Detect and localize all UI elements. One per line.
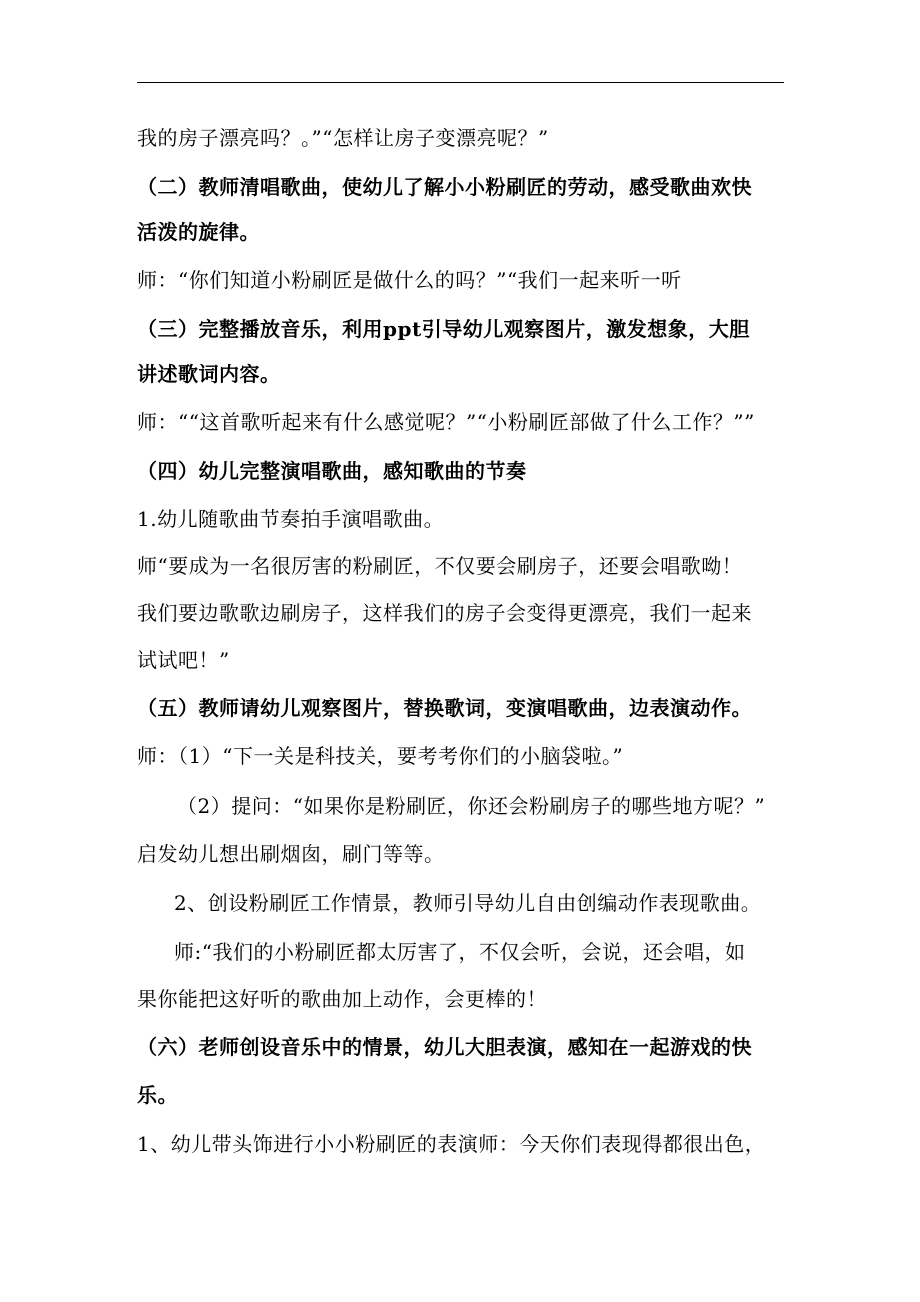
section-heading-continued: 乐。 [137, 1083, 178, 1107]
text-line: 师：““这首歌听起来有什么感觉呢？”“小粉刷匠部做了什么工作？”” [137, 410, 755, 434]
text-line: 师“要成为一名很厉害的粉刷匠，不仅要会刷房子，还要会唱歌呦！ [137, 554, 743, 578]
section-heading: （六）老师创设音乐中的情景，幼儿大胆表演，感知在一起游戏的快 [137, 1035, 752, 1059]
section-heading-continued: 活泼的旋律。 [137, 220, 260, 244]
header-rule [137, 82, 784, 83]
text-line-indented: （2）提问：“如果你是粉刷匠，你还会粉刷房子的哪些地方呢？” [177, 794, 766, 818]
text-line: 我们要边歌歌边刷房子，这样我们的房子会变得更漂亮，我们一起来 [137, 601, 752, 625]
text-line-indented: 师:“我们的小粉刷匠都太厉害了，不仅会听，会说，还会唱，如 [174, 940, 746, 964]
text-line: 1、幼儿带头饰进行小小粉刷匠的表演师：今天你们表现得都很出色， [137, 1132, 766, 1156]
text-line-indented: 2、创设粉刷匠工作情景，教师引导幼儿自由创编动作表现歌曲。 [174, 891, 762, 915]
text-line: 师：“你们知道小粉刷匠是做什么的吗？”“我们一起来听一听 [137, 268, 682, 292]
text-line: 师：（1）“下一关是科技关，要考考你们的小脑袋啦。” [137, 744, 624, 768]
text-line: 试试吧！” [137, 648, 230, 672]
text-line: 1.幼儿随歌曲节奏拍手演唱歌曲。 [137, 507, 445, 531]
text-line: 启发幼儿想出刷烟囱，刷门等等。 [137, 842, 445, 866]
section-heading: （四）幼儿完整演唱歌曲，感知歌曲的节奏 [137, 459, 527, 483]
text-line: 我的房子漂亮吗？。”“怎样让房子变漂亮呢？” [137, 126, 549, 150]
section-heading: （三）完整播放音乐，利用ppt引导幼儿观察图片，激发想象，大胆 [137, 317, 750, 341]
section-heading-continued: 讲述歌词内容。 [137, 362, 281, 386]
text-line: 果你能把这好听的歌曲加上动作，会更棒的！ [137, 987, 547, 1011]
section-heading: （二）教师清唱歌曲，使幼儿了解小小粉刷匠的劳动，感受歌曲欢快 [137, 175, 752, 199]
section-heading: （五）教师请幼儿观察图片，替换歌词，变演唱歌曲，边表演动作。 [137, 696, 752, 720]
